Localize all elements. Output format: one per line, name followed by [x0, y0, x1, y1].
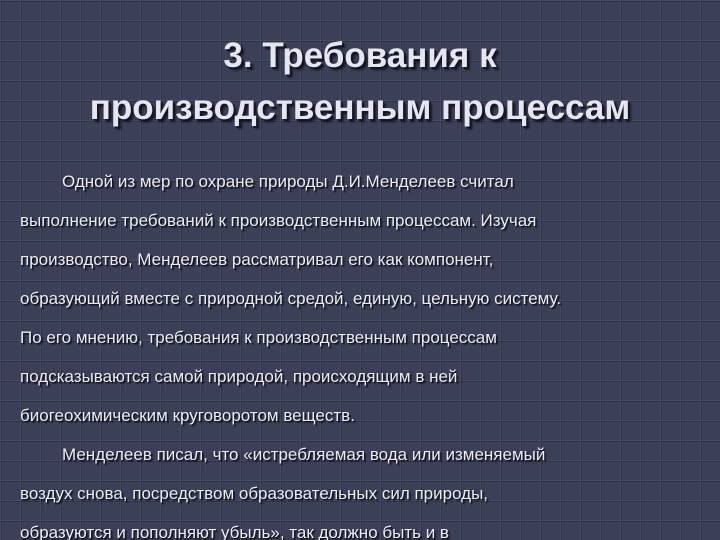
- text-line: подсказываются самой природой, происходящим в ней: [20, 367, 458, 386]
- text-line: Менделеев писал, что «истребляемая вода или изменяемый: [62, 445, 546, 464]
- text-line: выполнение требований к производственным процессам. Изучая: [20, 211, 537, 230]
- text-line: образуются и пополняют убыль», так должно быть и в: [20, 523, 449, 540]
- text-line: производство, Менделеев рассматривал его как компонент,: [20, 250, 494, 269]
- text-line: воздух снова, посредством образовательных сил природы,: [20, 484, 489, 503]
- text-line: образующий вместе с природной средой, единую, цельную систему.: [20, 289, 562, 308]
- title-line-1: 3. Требования к: [223, 36, 497, 75]
- text-line: По его мнению, требования к производственным процессам: [20, 328, 497, 347]
- text-line: Одной из мер по охране природы Д.И.Менделеев считал: [62, 172, 514, 191]
- paragraph-2: [20, 435, 710, 540]
- slide-title: [0, 30, 720, 134]
- text-line: биогеохимическим круговоротом веществ.: [20, 406, 355, 425]
- title-line-2: производственным процессам: [89, 88, 631, 127]
- slide-body: [20, 162, 710, 540]
- paragraph-1: [20, 162, 710, 435]
